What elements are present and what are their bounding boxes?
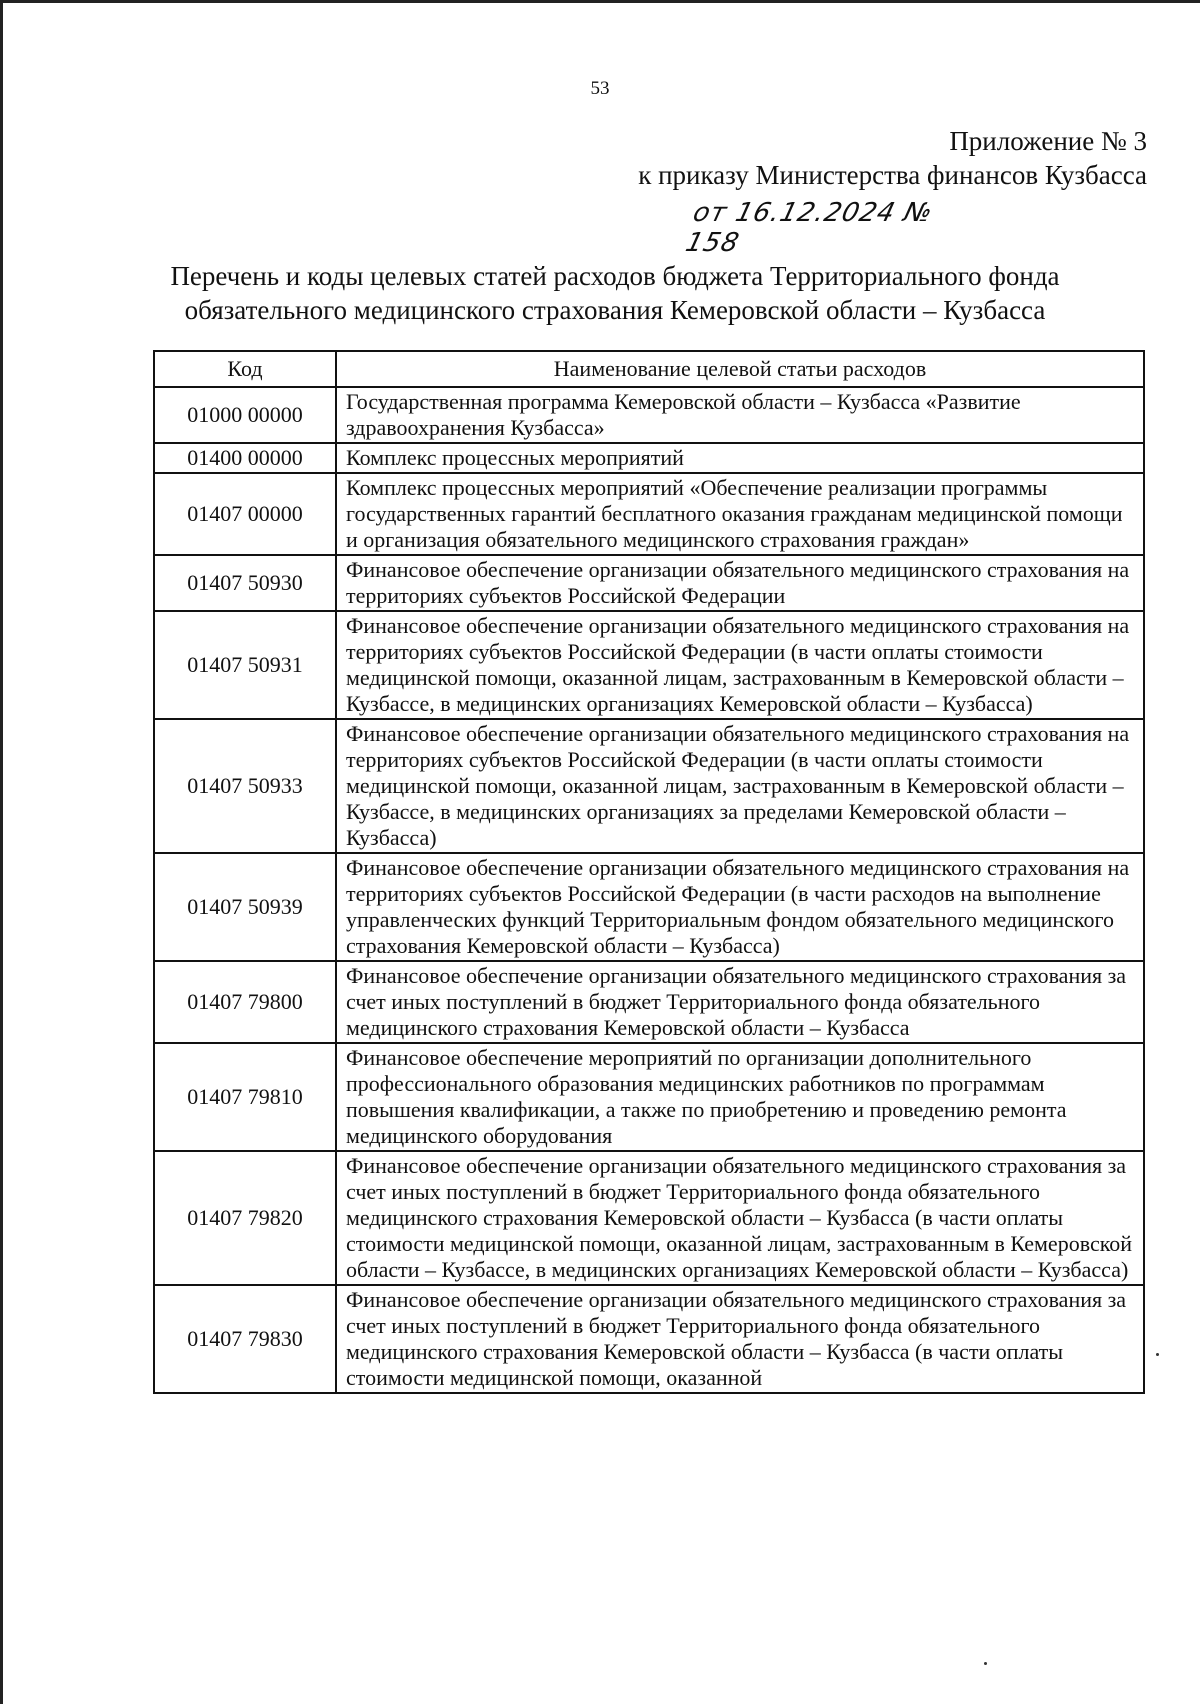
table-row: [154, 611, 1144, 719]
row-name: Финансовое обеспечение организации обязательного медицинского страхования на территориях субъектов Российской Федерации: [336, 555, 1144, 611]
table-row: [154, 961, 1144, 1043]
table-row: [154, 1285, 1144, 1393]
annex-subtitle: к приказу Министерства финансов Кузбасса: [638, 160, 1147, 190]
header-code: Код: [154, 351, 336, 387]
annex-block: [638, 124, 1147, 192]
table-row: [154, 853, 1144, 961]
table-row: [154, 1151, 1144, 1285]
row-code: 01407 00000: [154, 473, 336, 555]
row-code: 01407 79820: [154, 1151, 336, 1285]
row-code: 01407 50930: [154, 555, 336, 611]
handwritten-date: [682, 198, 990, 258]
table-row: [154, 1043, 1144, 1151]
row-name: Финансовое обеспечение организации обязательного медицинского страхования на территориях субъектов Российской Федерации (в части оплаты стоимости медицинской помощи, оказанной лицам, застрахованным в Кемеровской области – Кузбассе, в медицинских организациях Кемеровской области – Кузбасса): [336, 611, 1144, 719]
scan-speck: [1156, 1353, 1159, 1356]
row-name: Финансовое обеспечение мероприятий по организации дополнительного профессионального образования медицинских работников по программам повышения квалификации, а также по приобретению и проведению ремонта медицинского оборудования: [336, 1043, 1144, 1151]
row-name: Финансовое обеспечение организации обязательного медицинского страхования на территориях субъектов Российской Федерации (в части оплаты стоимости медицинской помощи, оказанной лицам, застрахованным в Кемеровской области – Кузбассе, в медицинских организациях за пределами Кемеровской области – Кузбасса): [336, 719, 1144, 853]
document-title: [100, 259, 1130, 327]
scan-border-top: [0, 0, 1200, 3]
row-name: Комплекс процессных мероприятий: [336, 443, 1144, 473]
document-title-line-2: обязательного медицинского страхования Кемеровской области – Кузбасса: [184, 295, 1046, 325]
row-name: Финансовое обеспечение организации обязательного медицинского страхования на территориях субъектов Российской Федерации (в части расходов на выполнение управленческих функций Территориальным фондом обязательного медицинского страхования Кемеровской области – Кузбасса): [336, 853, 1144, 961]
table-row: [154, 719, 1144, 853]
scan-speck: [984, 1662, 987, 1665]
table-header-row: [154, 351, 1144, 387]
table-row: [154, 555, 1144, 611]
row-name: Финансовое обеспечение организации обязательного медицинского страхования за счет иных поступлений в бюджет Территориального фонда обязательного медицинского страхования Кемеровской области – Кузбасса: [336, 961, 1144, 1043]
row-code: 01407 79800: [154, 961, 336, 1043]
row-code: 01407 50939: [154, 853, 336, 961]
budget-codes-table: [153, 350, 1145, 1394]
table-row: [154, 443, 1144, 473]
handwritten-date-text: от 16.12.2024 № 158: [682, 198, 936, 258]
row-name: Комплекс процессных мероприятий «Обеспечение реализации программы государственных гарантий бесплатного оказания гражданам медицинской помощи и организация обязательного медицинского страхования граждан»: [336, 473, 1144, 555]
row-code: 01000 00000: [154, 387, 336, 443]
row-name: Государственная программа Кемеровской области – Кузбасса «Развитие здравоохранения Кузбасса»: [336, 387, 1144, 443]
row-name: Финансовое обеспечение организации обязательного медицинского страхования за счет иных поступлений в бюджет Территориального фонда обязательного медицинского страхования Кемеровской области – Кузбасса (в части оплаты стоимости медицинской помощи, оказанной лицам, застрахованным в Кемеровской области – Кузбассе, в медицинских организациях Кемеровской области – Кузбасса): [336, 1151, 1144, 1285]
table-row: [154, 387, 1144, 443]
header-name: Наименование целевой статьи расходов: [336, 351, 1144, 387]
row-name: Финансовое обеспечение организации обязательного медицинского страхования за счет иных поступлений в бюджет Территориального фонда обязательного медицинского страхования Кемеровской области – Кузбасса (в части оплаты стоимости медицинской помощи, оказанной: [336, 1285, 1144, 1393]
scan-border-left: [0, 0, 3, 1704]
row-code: 01407 50933: [154, 719, 336, 853]
row-code: 01407 79830: [154, 1285, 336, 1393]
table-row: [154, 473, 1144, 555]
page-number: 53: [590, 78, 610, 99]
document-title-line-1: Перечень и коды целевых статей расходов бюджета Территориального фонда: [170, 261, 1060, 291]
annex-title: Приложение № 3: [949, 126, 1147, 156]
row-code: 01400 00000: [154, 443, 336, 473]
row-code: 01407 50931: [154, 611, 336, 719]
row-code: 01407 79810: [154, 1043, 336, 1151]
